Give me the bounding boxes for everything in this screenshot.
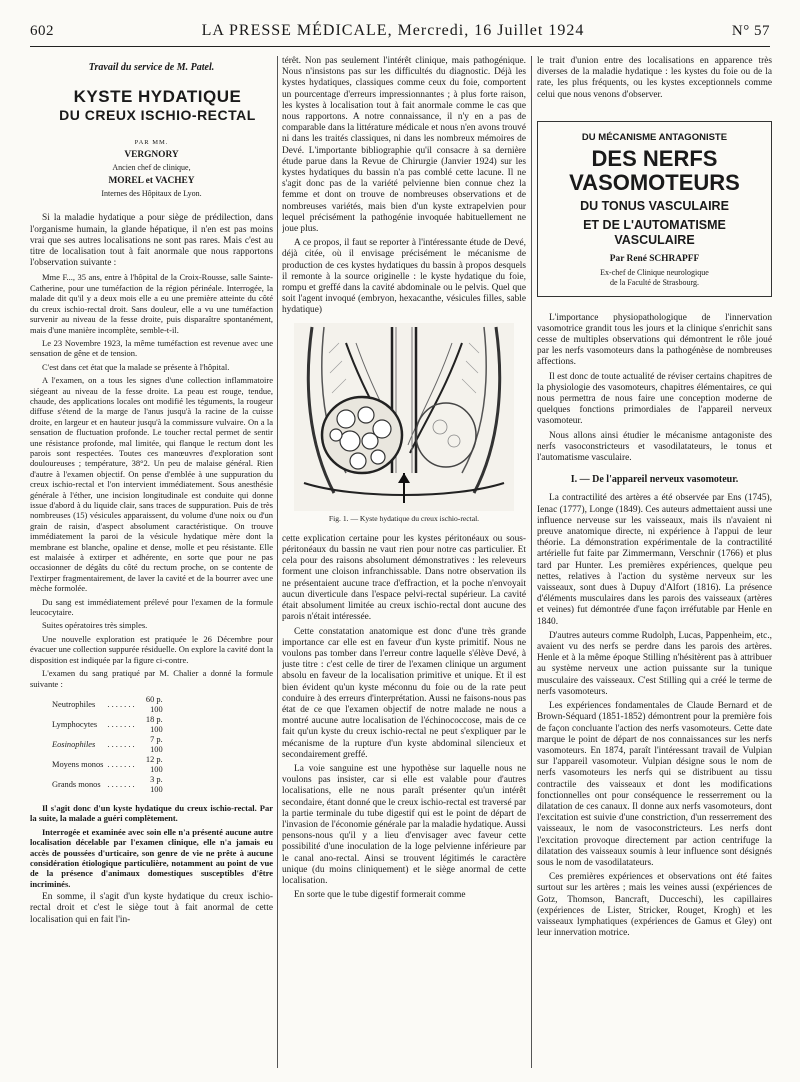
page-header [30,22,770,44]
article-kicker: Travail du service de M. Patel. [88,62,215,73]
paragraph: térêt. Non pas seulement l'intérêt clinique, mais pathogénique. Nous n'insistons pas sur les difficultés du diagnostic. Déjà les kystes hydatiques, classiques comme ceux du foie, comportent un pourcentage d'erreurs impressionnantes ; à plus forte raison, les kystes à localisation tout à fait anormale comme le cas que nous rapportons. A notre connaissance, il n'y en a pas de comparable dans la littérature médicale et nous n'en avons trouvé ni dans les traités classiques, ni dans les nombreux mémoires de Devé. L'importante bibliographie qu'il consacre à sa dernière étude parue dans la Revue de Chirurgie (Janvier 1924) sur les kystes hydatiques du bassin n'a pas comblé cette lacune. Il ne s'agit donc pas de la variété pelvienne bien connue chez la femme et dont on trouve de nombreuses observations et de nombreuses variétés, mais bien d'un kyste extrapelvien pour lequel précisément la pathogénie invoquée habituellement ne joue plus. [282,56,526,235]
column-3 [537,56,772,1074]
formula-value: 3 p. 100 [150,774,163,794]
paragraph: En somme, il s'agit d'un kyste hydatique du creux ischio-rectal droit et c'est le siège tout à fait anormal de cette localisation qui en fait l'in- [30,892,273,925]
column-1 [30,56,273,1074]
paragraph: Cette constatation anatomique est donc d'une très grande importance car elle est en faveur d'un kyste primitif. Nous ne voulons pas tomber dans l'erreur contre laquelle s'élève Devé, à juste titre : c'est celle de tirer de l'examen clinique un argument absolu en faveur de la localisation primitive et unique. Et il est bien évident qu'un kyste méconnu du foie ou de la rate peut conduire à des erreurs d'interprétation. Aussi ne faisons-nous pas état de ce que l'examen objectif de notre malade ne nous a montré aucune autre localisation de l'échinococcose, mais de ce fait qu'un kyste du creux ischio-rectal ne peut s'expliquer par le mécanisme de la rupture d'un kyste abdominal silencieux et secondairement greffé. [282,626,526,760]
anatomical-figure [294,323,514,511]
observation-block [30,272,273,889]
article2-title: DES NERFS VASOMOTEURS [569,146,740,196]
article2-title-prefix: DU MÉCANISME ANTAGONISTE [581,131,728,143]
formula-name: Neutrophiles [52,699,96,709]
paragraph: Mme F..., 35 ans, entre à l'hôpital de la Croix-Rousse, salle Sainte-Catherine, pour une tuméfaction de la région périnéale. Interrogée, la malade dit qu'il y a deux mois elle a eu une première atteinte du côté du creux ischio-rectal droit. Sans douleur, elle a vu une tuméfaction survenir au niveau de la fesse droite, puis disparaître spontanément, mais d'une manière incomplète, semble-t-il. [30,272,273,335]
paragraph: L'importance physiopathologique de l'innervation vasomotrice grandit tous les jours et la clinique s'enrichit sans cesse de multiples observations qui démontrent le rôle joué par les nerfs vasomoteurs dans la pathogénèse de nombreuses affections. [537,312,772,368]
journal-title: LA PRESSE MÉDICALE, Mercredi, 16 Juillet 1924 [201,22,585,39]
paragraph: A ce propos, il faut se reporter à l'intéressante étude de Devé, déjà citée, où il envisage précisément le mécanisme de production de ces kystes hydatiques du bassin à propos desquels il remonte à la source originelle : le kyste hydatique du foie, rompu et greffé dans la cavité abdominale ou le pelvis. Quel que soit l'agent invoqué (embryon, hexacanthe, vésicules filles, sable hydatique) [282,238,526,316]
paragraph: Une nouvelle exploration est pratiquée le 26 Décembre pour évacuer une collection suppurée résiduelle. On explore la cavité dont la disposition est indiquée par la figure ci-contre. [30,633,273,665]
paragraph: Suites opératoires très simples. [42,620,148,631]
figure-caption: Fig. 1. — Kyste hydatique du creux ischio-rectal. [328,513,480,523]
paragraph: Il s'agit donc d'un kyste hydatique du creux ischio-rectal. Par la suite, la malade a guéri complètement. [30,802,273,824]
article-title-line2: DU CREUX ISCHIO-RECTAL [59,106,256,123]
paragraph: Ces premières expériences et observations ont été faites surtout sur les artères ; mais les veines aussi (expériences de Gotz, Thomson, Bancraft, Ducceschi), les capillaires (expériences de Lister, Stricker, Rouget, Krogh) et les vaisseaux lymphatiques (expériences de Gamus et Gley) ont leur innervation motrice. [537,872,772,939]
formula-name: Moyens monos [52,759,104,769]
section-heading: I. — De l'appareil nerveux vasomoteur. [570,474,739,486]
blood-formula-table [52,695,167,795]
table-row: Lymphocytes . . . . . . . 18 p. 100 [52,715,167,735]
paragraph: C'est dans cet état que la malade se présente à l'hôpital. [42,361,230,372]
author-affiliation: Internes des Hôpitaux de Lyon. [101,189,202,199]
paragraph: D'autres auteurs comme Rudolph, Lucas, Pappenheim, etc., avaient vu des nerfs se perdre dans les parois des artères. Henle et à la même époque Stilling n'hésitèrent pas à attribuer au système nerveux une action puissante sur la tunique musculaire des vaisseaux. C'est Stilling qui a créé le terme de nerfs vasomoteurs. [537,630,772,697]
formula-value: 12 p. 100 [145,754,163,774]
issue-number: N° 57 [731,23,770,39]
formula-name: Eosinophiles [52,739,96,749]
paragraph: A l'examen, on a tous les signes d'une collection inflammatoire siégeant au niveau de la fesse droite. La peau est rouge, tendue, chaude, des applications locales ont modifié les téguments, la rougeur diffuse s'étend de la marge de l'anus jusqu'à la racine de la cuisse droite, en largeur et en hauteur jusqu'à la commissure vulvaire. On a la sensation de fluctuation profonde. Le toucher rectal permet de sentir une résistance profonde, mal limitée, qui flanque le rectum dont les parois sont respectées. Toutes ces manœuvres d'exploration sont douloureuses ; température, 38°2. Un peu de malaise général. Rien d'autre à l'examen objectif. On pense d'emblée à une suppuration du creux ischio-rectal et l'on intervient immédiatement. Sous anesthésie générale à l'éther, une incision longitudinale est conduite qui donne issue d'abord à du liquide clair, sans traces de suppuration. Puis de très nombreuses (15) vésicules apparaissent, du volume d'une noix ou d'un grain de raisin, d'aspect absolument caractéristique. On trouve immédiatement la paroi de la vésicule hydatique mère dont la membrane est blanche, opaline et dense, molle et peu résistante. Elle est malaisée à extirper et adhérente, en sorte que pour ne pas occasionner de dégâts du côté du rectum proche, on se contente de l'extirper fragmentairement, de laver la cavité et de la bourrer avec une mèche formolée. [30,375,273,594]
paragraph: Il est donc de toute actualité de réviser certains chapitres de la physiologie des vasomoteurs, chapitres élémentaires, ce qui nous permettra de nous faire une conception moderne de quelques fonctions primordiales de l'appareil nerveux vasomoteur. [537,371,772,427]
paragraph: Nous allons ainsi étudier le mécanisme antagoniste des nerfs vasoconstricteurs et vasodilatateurs, le tonus et l'automatisme vasculaire. [537,430,772,464]
author-affiliation: Ex-chef de Clinique neurologique [600,267,709,277]
paragraph: En sorte que le tube digestif formerait comme [294,890,466,901]
article-title-line1: KYSTE HYDATIQUE [73,87,242,107]
formula-value: 7 p. 100 [150,734,163,754]
paragraph: La voie sanguine est une hypothèse sur laquelle nous ne voulons pas insister, car si elle est valable pour d'autres localisations, elle ne nous paraît présenter qu'un intérêt secondaire, étant donné que le creux ischio-rectal est traversé par la partie terminale du tube digestif qui est le point de départ de l'invasion de l'économie générale par la maladie hydatique. Aussi pensons-nous qu'il y a lieu d'envisager avec faveur cette possibilité d'une inoculation de la loge pelvienne inférieure par le canal ano-rectal. Ainsi se trouvent légitimés le caractère unique (du moins cliniquement) et le siège anormal de cette localisation. [282,763,526,886]
author-affiliation: Ancien chef de clinique, [112,163,191,173]
paragraph: Si la maladie hydatique a pour siège de prédilection, dans l'organisme humain, la glande hépatique, il n'en est pas moins vrai que ses autres localisations ne sont pas rares. Mais c'est au titre de localisation tout à fait anormale que nous rapportons l'observation suivante : [30,213,273,269]
article2-subtitle: ET DE L'AUTOMATISME VASCULAIRE [583,218,726,248]
paragraph: cette explication certaine pour les kystes péritonéaux ou sous-péritonéaux du bassin ne vaut rien pour notre cas particulier. Et cela pour des raisons absolument démonstratives : les releveurs forment une cloison infranchissable. Dans notre observation ils ne présentaient aucune trace d'effraction, et la poche n'envoyait aucun diverticule dans l'espace pelvi-rectal supérieur. La cavité était absolument limitée au creux ischio-rectal dont aucune des parois n'était intéressée. [282,533,526,623]
paragraph: L'examen du sang pratiqué par M. Chalier a donné la formule suivante : [30,668,273,689]
header-rule [30,46,770,47]
formula-value: 18 p. 100 [145,714,163,734]
paragraph: Le 23 Novembre 1923, la même tuméfaction est revenue avec une sensation de gêne et de tension. [30,337,273,359]
paragraph: Interrogée et examinée avec soin elle n'a présenté aucune autre localisation décelable par l'examen clinique, elle n'a jamais eu accès de poussées d'urticaire, son genre de vie ne prête à aucune considération étiologique particulière, notamment au point de vue de la présence d'animaux domestiques susceptibles d'être incriminés. [30,826,273,889]
page-number: 602 [30,23,54,39]
paragraph: le trait d'union entre des localisations en apparence très diverses de la maladie hydatique : les kystes du foie ou de la rate, les plus fréquents, ou les kystes exceptionnels comme celui que nous venons d'observer. [537,56,772,100]
formula-value: 60 p. 100 [145,694,163,714]
paragraph: Du sang est immédiatement prélevé pour l'examen de la formule leucocytaire. [30,596,273,618]
column-divider-1 [277,56,278,1068]
column-2 [282,56,526,1074]
author-name: Par René SCHRAPFF [609,254,700,265]
table-row: Moyens monos . . . . . . . 12 p. 100 [52,755,167,775]
formula-name: Grands monos [52,779,101,789]
formula-name: Lymphocytes [52,719,98,729]
article-title-box [537,121,772,297]
author-name: VERGNORY [124,150,179,161]
article2-subtitle: DU TONUS VASCULAIRE [580,199,729,214]
paragraph: Les expériences fondamentales de Claude Bernard et de Brown-Séquard (1851-1852) démontrent pour la première fois de façon concluante l'action des nerfs vasomoteurs. Cette date marque le point de départ de nos connaissances sur les nerfs vasomoteurs. En 1874, paraît l'intéressant travail de Vulpian sur l'appareil vasomoteur. Vulpian désigne sous le nom de nerfs vasomoteurs les nerfs qui se distribuent au tissu contractile des vaisseaux et dont les modifications fonctionnelles ont pour conséquence le resserrement ou la dilatation de ces canaux. Il donne aux nerfs vasomoteurs, dont l'excitation est suivie d'une constriction, d'un resserrement des vaisseaux, le nom de vasoconstricteurs. Les nerfs dont l'excitation provoque directement par action centrifuge la dilatation des vaisseaux soumis à leur influence sont désignés sous le nom de vasodilatateurs. [537,701,772,868]
author-name: MOREL et VACHEY [108,176,195,187]
table-row: Neutrophiles . . . . . . . 60 p. 100 [52,695,167,715]
author-affiliation: de la Faculté de Strasbourg. [610,277,699,287]
column-divider-2 [531,56,532,1068]
paragraph: La contractilité des artères a été observée par Ens (1745), Ienac (1777), Longe (1849). Ces auteurs admettaient aussi une influence nerveuse sur les vaisseaux, mais ils n'avaient ni preuve anatomique directe, ni expérience à l'appui de leur théorie. La démonstration expérimentale de la contractilité artérielle fut faite par Zimmermann, Verschnir (1766) et plus tard par Hunter. Les premières expériences, quelque peu nettes, relatives à l'action du système nerveux sur les vaisseaux, sont dues à Dupuy d'Alfort (1816). La présence d'éléments musculaires dans les parois des vaisseaux (artères et veines) fut démontrée d'une façon irréfutable par Henle en 1840. [537,493,772,627]
by-label: PAR MM. [134,138,169,146]
ischiorectal-cyst-illustration [294,323,514,511]
table-row: Grands monos . . . . . . . 3 p. 100 [52,775,167,795]
table-row: Eosinophiles . . . . . . . 7 p. 100 [52,735,167,755]
